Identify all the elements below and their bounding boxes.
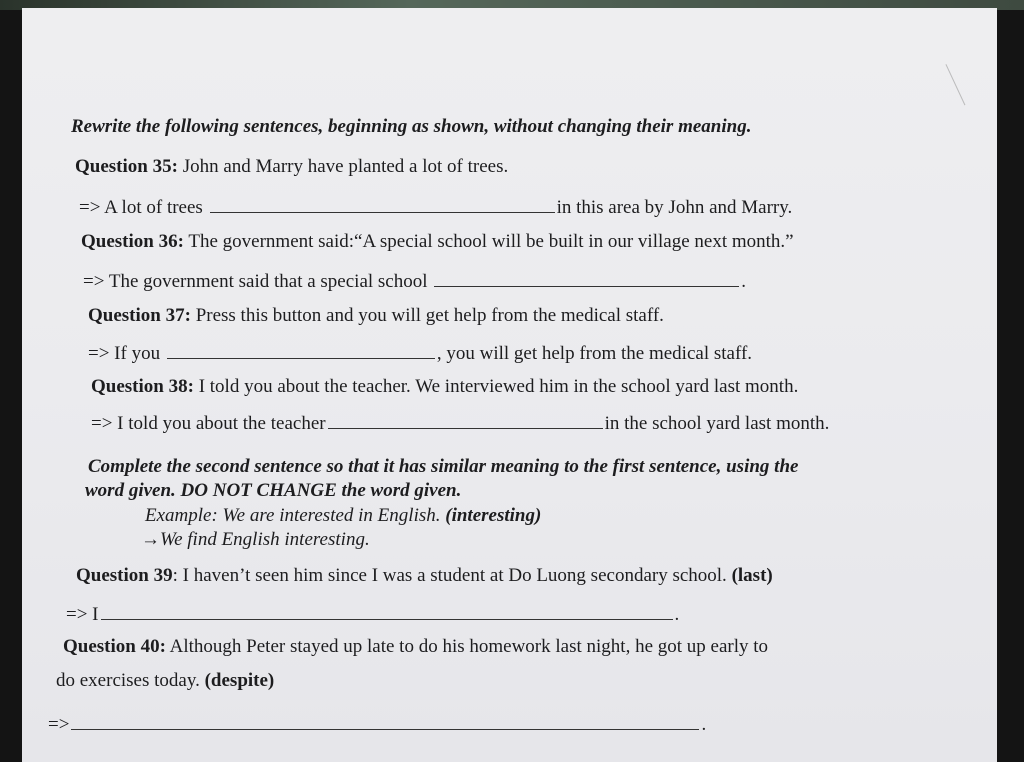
question-35-text: John and Marry have planted a lot of trees. [182, 156, 509, 177]
instruction-rewrite: Rewrite the following sentences, beginning as shown, without changing their meaning. [71, 116, 752, 137]
answer-35-suffix: in this area by John and Marry. [556, 197, 793, 218]
answer-36 [83, 269, 746, 293]
paper-curl [945, 56, 983, 106]
answer-39 [66, 602, 679, 626]
example-keyword: (interesting) [445, 505, 542, 526]
answer-37-prefix: => If you [88, 343, 161, 364]
question-40 [63, 636, 768, 658]
answer-38-prefix: => I told you about the teacher [91, 413, 326, 434]
worksheet-paper [22, 8, 997, 762]
question-39-label: Question 39 [76, 565, 173, 586]
question-37 [88, 305, 664, 327]
question-38-label: Question 38: [91, 376, 194, 397]
question-38 [91, 376, 798, 398]
question-35-label: Question 35: [75, 156, 178, 177]
answer-35-prefix: => A lot of trees [79, 197, 203, 218]
question-39-keyword: (last) [731, 565, 773, 586]
instruction-complete-line2: word given. DO NOT CHANGE the word given. [85, 480, 462, 501]
answer-38-suffix: in the school yard last month. [604, 413, 830, 434]
question-40-text-line1: Although Peter stayed up late to do his homework last night, he got up early to [169, 636, 769, 657]
answer-37 [88, 341, 752, 365]
answer-39-blank[interactable] [101, 602, 673, 620]
question-37-label: Question 37: [88, 305, 191, 326]
example-sentence [145, 505, 541, 527]
answer-36-suffix: . [741, 271, 747, 292]
example-prefix: Example: We are interested in English. [145, 505, 441, 526]
answer-40 [48, 712, 706, 736]
question-40-keyword: (despite) [204, 670, 275, 691]
answer-40-prefix: => [48, 714, 70, 735]
answer-35-blank[interactable] [210, 195, 555, 213]
question-40-line2 [56, 670, 274, 692]
example-answer: →We find English interesting. [141, 529, 370, 550]
answer-40-suffix: . [701, 714, 707, 735]
answer-39-suffix: . [674, 604, 680, 625]
question-36-label: Question 36: [81, 231, 184, 252]
question-39 [76, 565, 773, 587]
answer-35 [79, 195, 792, 219]
question-37-text: Press this button and you will get help from the medical staff. [195, 305, 664, 326]
answer-38-blank[interactable] [328, 411, 603, 429]
answer-36-prefix: => The government said that a special school [83, 271, 428, 292]
answer-39-prefix: => I [66, 604, 99, 625]
answer-36-blank[interactable] [434, 269, 739, 287]
question-35 [75, 156, 508, 178]
instruction-complete-line1: Complete the second sentence so that it has similar meaning to the first sentence, using the [88, 456, 799, 477]
question-36-text: The government said:“A special school will be built in our village next month.” [188, 231, 794, 252]
question-38-text: I told you about the teacher. We interviewed him in the school yard last month. [198, 376, 799, 397]
answer-37-suffix: , you will get help from the medical staff. [436, 343, 753, 364]
answer-40-blank[interactable] [71, 712, 699, 730]
question-40-label: Question 40: [63, 636, 166, 657]
question-36 [81, 231, 794, 253]
answer-37-blank[interactable] [167, 341, 435, 359]
question-39-text: : I haven’t seen him since I was a student at Do Luong secondary school. [172, 565, 727, 586]
question-40-text-line2: do exercises today. [56, 670, 200, 691]
answer-38 [91, 411, 829, 435]
